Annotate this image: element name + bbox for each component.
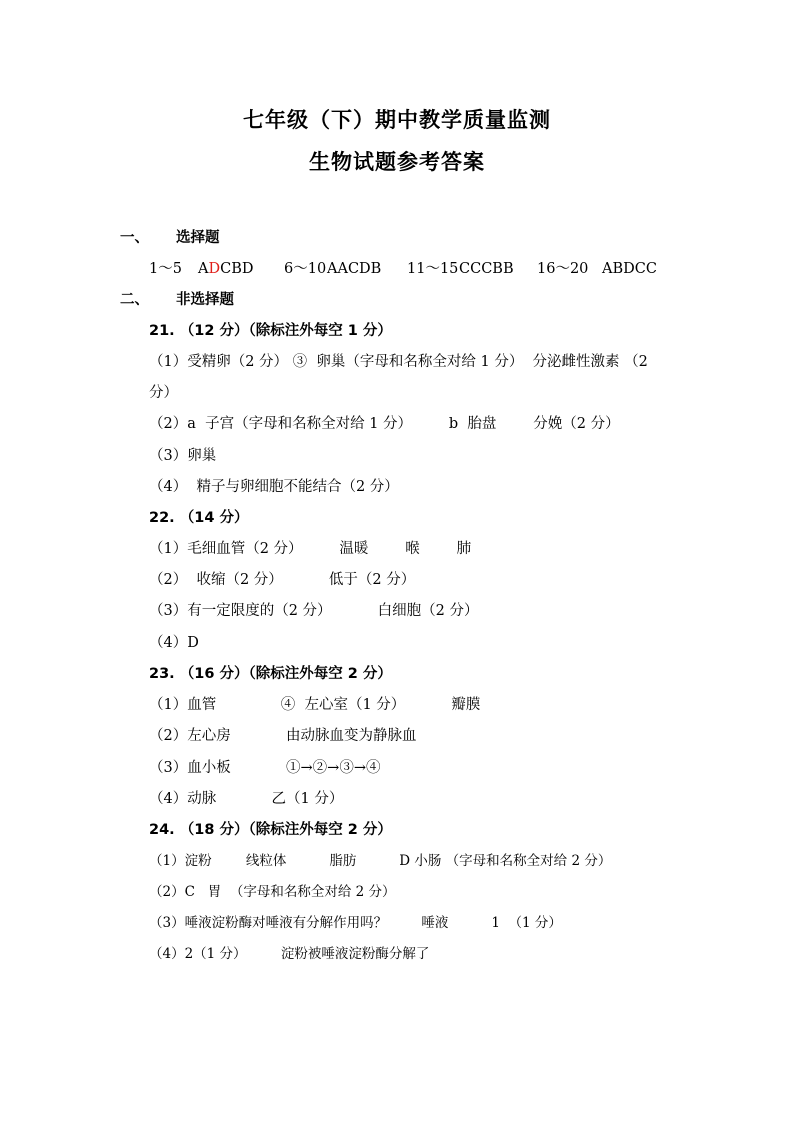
mc-answers-3: CCCBB [459, 261, 514, 277]
q24-answer-2: （2）C 胃 （字母和名称全对给 2 分） [149, 884, 396, 900]
q23-heading: 23. （16 分）（除标注外每空 2 分） [149, 666, 392, 682]
q21-answer-3: （3）卵巢 [149, 448, 217, 464]
q23-answer-2: （2）左心房 由动脉血变为静脉血 [149, 728, 417, 744]
q21-answer-2: （2）a 子宫（字母和名称全对给 1 分） b 胎盘 分娩（2 分） [149, 416, 620, 432]
mc-range-2: 6～10 [284, 261, 327, 277]
mc-range-3: 11～15 [407, 261, 459, 277]
mc-range-1: 1～5 [149, 261, 182, 277]
mc-answers-2: AACDB [327, 261, 382, 277]
section2-label: 二、 [120, 292, 149, 308]
mc-answer-part: A [198, 261, 209, 277]
q22-heading: 22. （14 分） [149, 510, 249, 526]
q21-answer-4: （4） 精子与卵细胞不能结合（2 分） [149, 479, 399, 495]
section2-heading: 非选择题 [176, 292, 234, 308]
mc-answer-marked: D [208, 261, 221, 277]
q23-answer-3: （3）血小板 ①→②→③→④ [149, 760, 381, 776]
q24-heading: 24. （18 分）（除标注外每空 2 分） [149, 822, 392, 838]
q22-answer-4: （4）D [149, 635, 199, 651]
q21-answer-1-cont: 分） [149, 385, 178, 401]
mc-answers-1 [198, 259, 254, 279]
q21-answer-1: （1）受精卵（2 分） ③ 卵巢（字母和名称全对给 1 分） 分泌雌性激素 （2 [149, 354, 648, 370]
section1-heading: 选择题 [176, 230, 220, 246]
q22-answer-2: （2） 收缩（2 分） 低于（2 分） [149, 572, 416, 588]
q24-answer-1: （1）淀粉 线粒体 脂肪 D 小肠 （字母和名称全对给 2 分） [149, 853, 612, 869]
doc-title: 七年级（下）期中教学质量监测 [243, 108, 551, 132]
q23-answer-1: （1）血管 ④ 左心室（1 分） 瓣膜 [149, 697, 481, 713]
doc-subtitle: 生物试题参考答案 [309, 150, 485, 174]
mc-answer-part: CBD [220, 261, 254, 277]
mc-range-4: 16～20 [537, 261, 589, 277]
q22-answer-3: （3）有一定限度的（2 分） 白细胞（2 分） [149, 603, 479, 619]
mc-answers-4: ABDCC [602, 261, 657, 277]
section1-label: 一、 [120, 230, 149, 246]
q23-answer-4: （4）动脉 乙（1 分） [149, 791, 344, 807]
q24-answer-4: （4）2（1 分） 淀粉被唾液淀粉酶分解了 [149, 946, 430, 962]
q21-heading: 21. （12 分）（除标注外每空 1 分） [149, 323, 392, 339]
q24-answer-3: （3）唾液淀粉酶对唾液有分解作用吗？ 唾液 1 （1 分） [149, 915, 562, 931]
q22-answer-1: （1）毛细血管（2 分） 温暖 喉 肺 [149, 541, 472, 557]
